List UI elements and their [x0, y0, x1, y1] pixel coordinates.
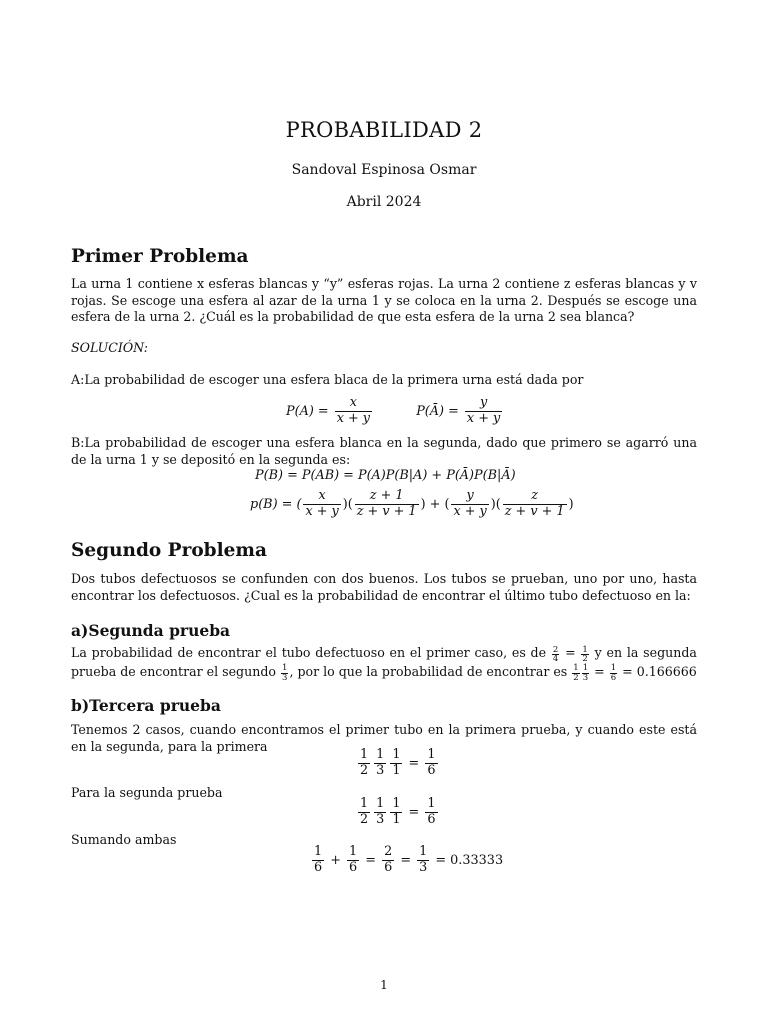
equation-first-case: $\frac{1}{2}$ $\frac{1}{3}$ $\frac{1}{1}$ = $\frac{1}{6}$ [360, 747, 436, 778]
subsection-b-intro: Tenemos 2 casos, cuando encontramos el primer tubo en la primera prueba, y cuando este está en la segunda, para la primera [71, 722, 697, 754]
equation-total-probability: P(B) = P(AB) = P(A)P(B|A) + P(Ā)P(B|Ā) [255, 468, 516, 483]
equation-sum: $\frac{1}{6}$ + $\frac{1}{6}$ = $\frac{2}{6}$ = $\frac{1}{3}$ = 0.33333 [314, 844, 504, 875]
fraction-pabar: $\frac{y}{x + y}$ [466, 395, 501, 426]
fraction-z1-over-zv1: $\frac{z + 1}{z + v + 1}$ [356, 488, 417, 519]
fraction-x-over-xy: $\frac{x}{x + y}$ [305, 488, 339, 519]
sum-label: Sumando ambas [71, 832, 177, 847]
subsection-heading-tercera-prueba: b)Tercera prueba [71, 696, 221, 715]
problem1-part-b-text: B:La probabilidad de escoger una esfera blanca en la segunda, dado que primero se agarró una de la urna 1 y se depositó en la segunda es: [71, 435, 697, 467]
second-case-label: Para la segunda prueba [71, 785, 223, 800]
equation-pb-expanded: p(B) = ( $\frac{x}{x + y}$ )( $\frac{z + 1}{z + v + 1}$ ) + ( $\frac{y}{x + y}$ )( $\frac{z}{z + v + 1}$ ) [250, 488, 574, 519]
page-number: 1 [380, 978, 388, 992]
fraction-y-over-xy: $\frac{y}{x + y}$ [453, 488, 487, 519]
eq-pabar-lhs: P(Ā) = [416, 403, 459, 419]
fraction-z-over-zv1: $\frac{z}{z + v + 1}$ [504, 488, 565, 519]
problem1-statement: La urna 1 contiene x esferas blancas y “y” esferas rojas. La urna 2 contiene z esferas blancas y v rojas. Se escoge una esfera al azar de la urna 1 y se coloca en la urna 2. Después se escoge una esfera de la urna 2. ¿Cuál es la probabilidad de que esta esfera de la urna 2 sea blanca? [71, 276, 697, 324]
solution-label: SOLUCIÓN: [71, 340, 148, 355]
subsection-a-text: La probabilidad de encontrar el tubo defectuoso en el primer caso, es de $\frac{2}{4}$ = $\frac{1}{2}$ y en la segunda prueba de encontrar el segundo $\frac{1}{3}$ , por lo que la probabilidad de encontrar es $\frac{1}{2}$ $\frac{1}{3}$ = $\frac{1}{6}$ = 0.166666 [71, 644, 697, 683]
document-author: Sandoval Espinosa Osmar [291, 162, 477, 178]
document-date: Abril 2024 [346, 194, 422, 210]
equation-second-case: $\frac{1}{2}$ $\frac{1}{3}$ $\frac{1}{1}$ = $\frac{1}{6}$ [360, 796, 436, 827]
subsection-heading-segunda-prueba: a)Segunda prueba [71, 621, 231, 640]
problem1-part-a-text: A:La probabilidad de escoger una esfera blaca de la primera urna está dada por [71, 372, 584, 387]
section-heading-segundo-problema: Segundo Problema [71, 540, 267, 561]
problem2-statement: Dos tubos defectuosos se confunden con dos buenos. Los tubos se prueban, uno por uno, hasta encontrar los defectuosos. ¿Cual es la probabilidad de encontrar el último tubo defectuoso en la: [71, 571, 697, 603]
eq-pa-lhs: P(A) = [286, 403, 329, 419]
section-heading-primer-problema: Primer Problema [71, 246, 249, 267]
fraction-pa: $\frac{x}{x + y}$ [336, 395, 371, 426]
document-title: PROBABILIDAD 2 [285, 118, 483, 142]
equation-probability-a [286, 396, 504, 427]
